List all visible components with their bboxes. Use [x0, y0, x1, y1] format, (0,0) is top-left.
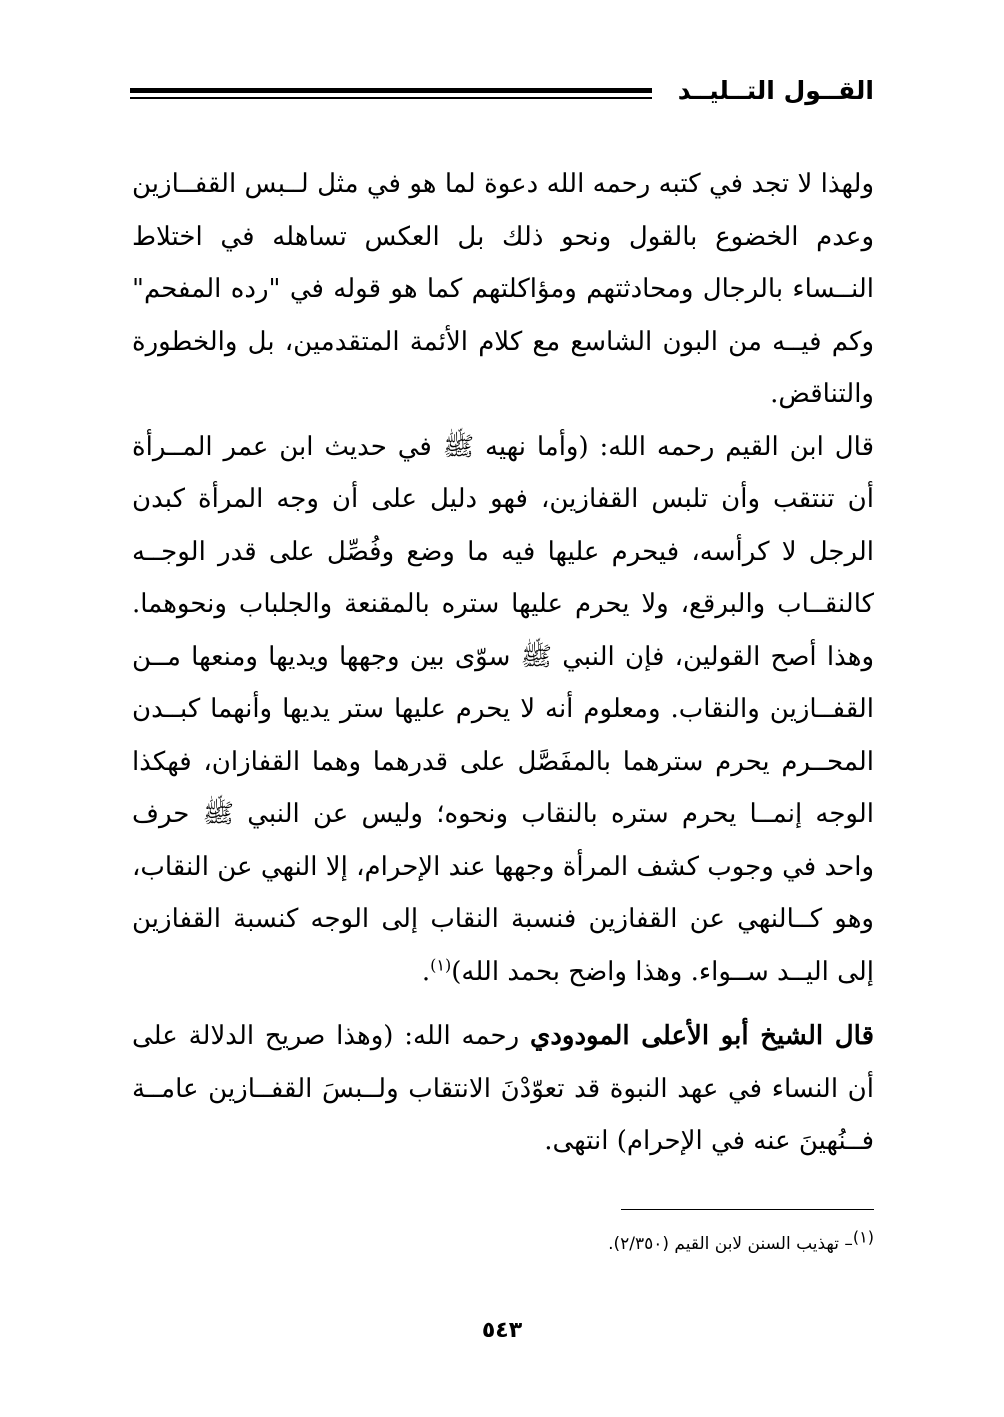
footnote-reference[interactable]: (١): [430, 954, 452, 974]
paragraph-1: ولهذا لا تجد في كتبه رحمه الله دعوة لما هو في مثل لــبس القفــازين وعدم الخضوع بالقول ونحو ذلك بل العكس تساهله في اختلاط النــساء بالرجال ومحادثتهم ومؤاكلتهم كما هو قوله في "رده المفحم" وكم فيــه من البون الشاسع مع كلام الأئمة المتقدمين، بل والخطورة والتناقض.: [132, 169, 874, 409]
header-rule: [130, 88, 652, 99]
page-header: [130, 70, 874, 110]
paragraph-3-text: رحمه الله: (وهذا صريح الدلالة على أن النساء في عهد النبوة قد تعوّدْنَ الانتقاب ولــبسَ القفــازين عامــة فــنُهينَ عنه في الإحرام) انتهى.: [132, 1021, 874, 1156]
footnote: [130, 1227, 874, 1258]
paragraph-3: [132, 1010, 874, 1168]
header-title: القــول التــليــد: [677, 75, 874, 105]
body-text: [132, 158, 874, 1168]
paragraph-2-end: .: [421, 956, 431, 987]
paragraph-2: [132, 421, 874, 999]
quoted-speaker: قال الشيخ أبو الأعلى المودودي: [529, 1021, 875, 1051]
footnote-text: – تهذيب السنن لابن القيم (٢/٣٥٠).: [608, 1234, 853, 1254]
page-number: ٥٤٣: [481, 1318, 523, 1343]
paragraph-2-text: قال ابن القيم رحمه الله: (وأما نهيه ﷺ في حديث ابن عمر المــرأة أن تنتقب وأن تلبس القفازين، فهو دليل على أن وجه المرأة كبدن الرجل لا كرأسه، فيحرم عليها فيه ما وضع وفُصِّل على قدر الوجــه كالنقــاب والبرقع، ولا يحرم عليها ستره بالمقنعة والجلباب ونحوهما. وهذا أصح القولين، فإن النبي ﷺ سوّى بين وجهها ويديها ومنعها مــن القفــازين والنقاب. ومعلوم أنه لا يحرم عليها ستر يديها وأنهما كبــدن المحــرم يحرم سترهما بالمفَصَّل على قدرهما وهما القفازان، فهكذا الوجه إنمــا يحرم ستره بالنقاب ونحوه؛ وليس عن النبي ﷺ حرف واحد في وجوب كشف المرأة وجهها عند الإحرام، إلا النهي عن النقاب، وهو كــالنهي عن القفازين فنسبة النقاب إلى الوجه كنسبة القفازين إلى اليــد ســواء. وهذا واضح بحمد الله): [132, 431, 874, 987]
footnote-separator: [621, 1209, 874, 1210]
footnote-marker: (١): [852, 1227, 874, 1247]
